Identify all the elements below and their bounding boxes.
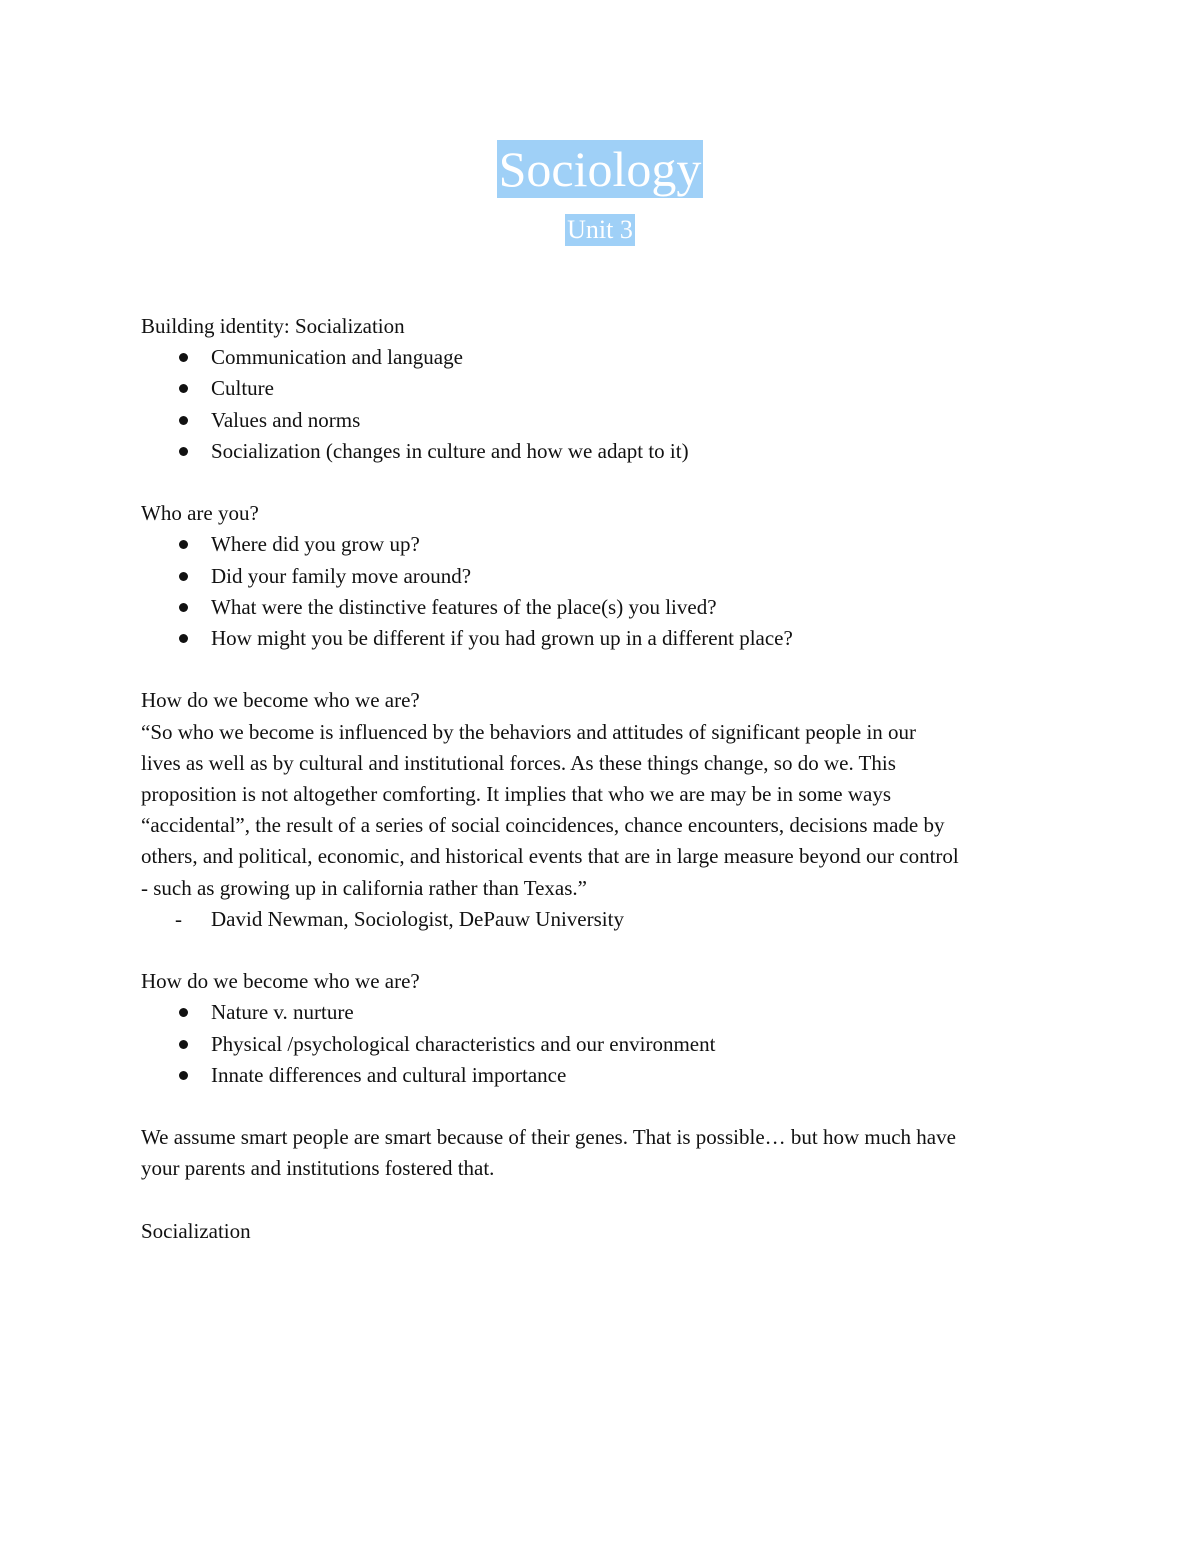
- bullet-icon: [179, 1008, 188, 1017]
- document-body: [141, 311, 1071, 1247]
- section-heading-who-are-you: Who are you?: [141, 501, 259, 526]
- bullet-icon: [179, 540, 188, 549]
- list-item: [141, 592, 1071, 623]
- section-heading-socialization: Socialization: [141, 1218, 251, 1243]
- list-item-text: Where did you grow up?: [211, 532, 420, 557]
- list-item: [141, 997, 1071, 1028]
- quote-line: “So who we become is influenced by the behaviors and attitudes of significant people in our: [141, 719, 917, 744]
- paragraph-gap: [141, 935, 1071, 966]
- section-heading-how-do-we-become-2: How do we become who we are?: [141, 969, 420, 994]
- document-title: Sociology: [498, 141, 702, 197]
- quote-attribution: [141, 904, 1071, 935]
- paragraph-line: your parents and institutions fostered that.: [141, 1156, 495, 1181]
- list-item-text: Did your family move around?: [211, 563, 472, 588]
- bullet-icon: [179, 1040, 188, 1049]
- quote-line: lives as well as by cultural and institutional forces. As these things change, so do we. This: [141, 750, 896, 775]
- subtitle-wrap: [0, 214, 1200, 246]
- section-heading-how-do-we-become: How do we become who we are?: [141, 688, 420, 713]
- document-subtitle: Unit 3: [567, 215, 633, 244]
- bullet-icon: [179, 1071, 188, 1080]
- list-item-text: What were the distinctive features of the place(s) you lived?: [211, 594, 717, 619]
- quote-block: [141, 717, 1071, 904]
- list-item-text: How might you be different if you had grown up in a different place?: [211, 626, 793, 651]
- paragraph-gap: [141, 1091, 1071, 1122]
- attribution-text: David Newman, Sociologist, DePauw University: [211, 906, 624, 931]
- paragraph-gap: [141, 467, 1071, 498]
- list-item: [141, 405, 1071, 436]
- list-item: [141, 1029, 1071, 1060]
- dash-marker: -: [175, 906, 182, 931]
- bullet-icon: [179, 634, 188, 643]
- bullet-icon: [179, 416, 188, 425]
- paragraph-gap: [141, 1185, 1071, 1216]
- list-item-text: Socialization (changes in culture and how we adapt to it): [211, 438, 689, 463]
- title-block: [0, 140, 1200, 246]
- paragraph-line: We assume smart people are smart because of their genes. That is possible… but how much have: [141, 1125, 956, 1150]
- quote-line: proposition is not altogether comforting. It implies that who we are may be in some ways: [141, 782, 892, 807]
- list-item-text: Values and norms: [211, 407, 361, 432]
- bullet-icon: [179, 603, 188, 612]
- list-item: [141, 436, 1071, 467]
- quote-line: “accidental”, the result of a series of social coincidences, chance encounters, decisions made by: [141, 813, 945, 838]
- list-item: [141, 373, 1071, 404]
- bullet-icon: [179, 353, 188, 362]
- bullet-icon: [179, 384, 188, 393]
- bullet-icon: [179, 447, 188, 456]
- list-item-text: Nature v. nurture: [211, 1000, 354, 1025]
- quote-line: others, and political, economic, and historical events that are in large measure beyond our control: [141, 844, 959, 869]
- list-item: [141, 623, 1071, 654]
- list-item: [141, 1060, 1071, 1091]
- section-heading-building-identity: Building identity: Socialization: [141, 314, 405, 338]
- paragraph-gap: [141, 654, 1071, 685]
- bullet-list-building-identity: [141, 342, 1071, 467]
- quote-line: - such as growing up in california rather than Texas.”: [141, 875, 587, 900]
- list-item: [141, 529, 1071, 560]
- list-item: [141, 561, 1071, 592]
- list-item-text: Physical /psychological characteristics and our environment: [211, 1031, 716, 1056]
- list-item: [141, 342, 1071, 373]
- bullet-list-who-are-you: [141, 529, 1071, 654]
- bullet-list-nature-nurture: [141, 997, 1071, 1091]
- paragraph-smart-people: [141, 1122, 1071, 1184]
- list-item-text: Communication and language: [211, 345, 463, 370]
- list-item-text: Innate differences and cultural importance: [211, 1062, 567, 1087]
- list-item-text: Culture: [211, 376, 274, 401]
- bullet-icon: [179, 572, 188, 581]
